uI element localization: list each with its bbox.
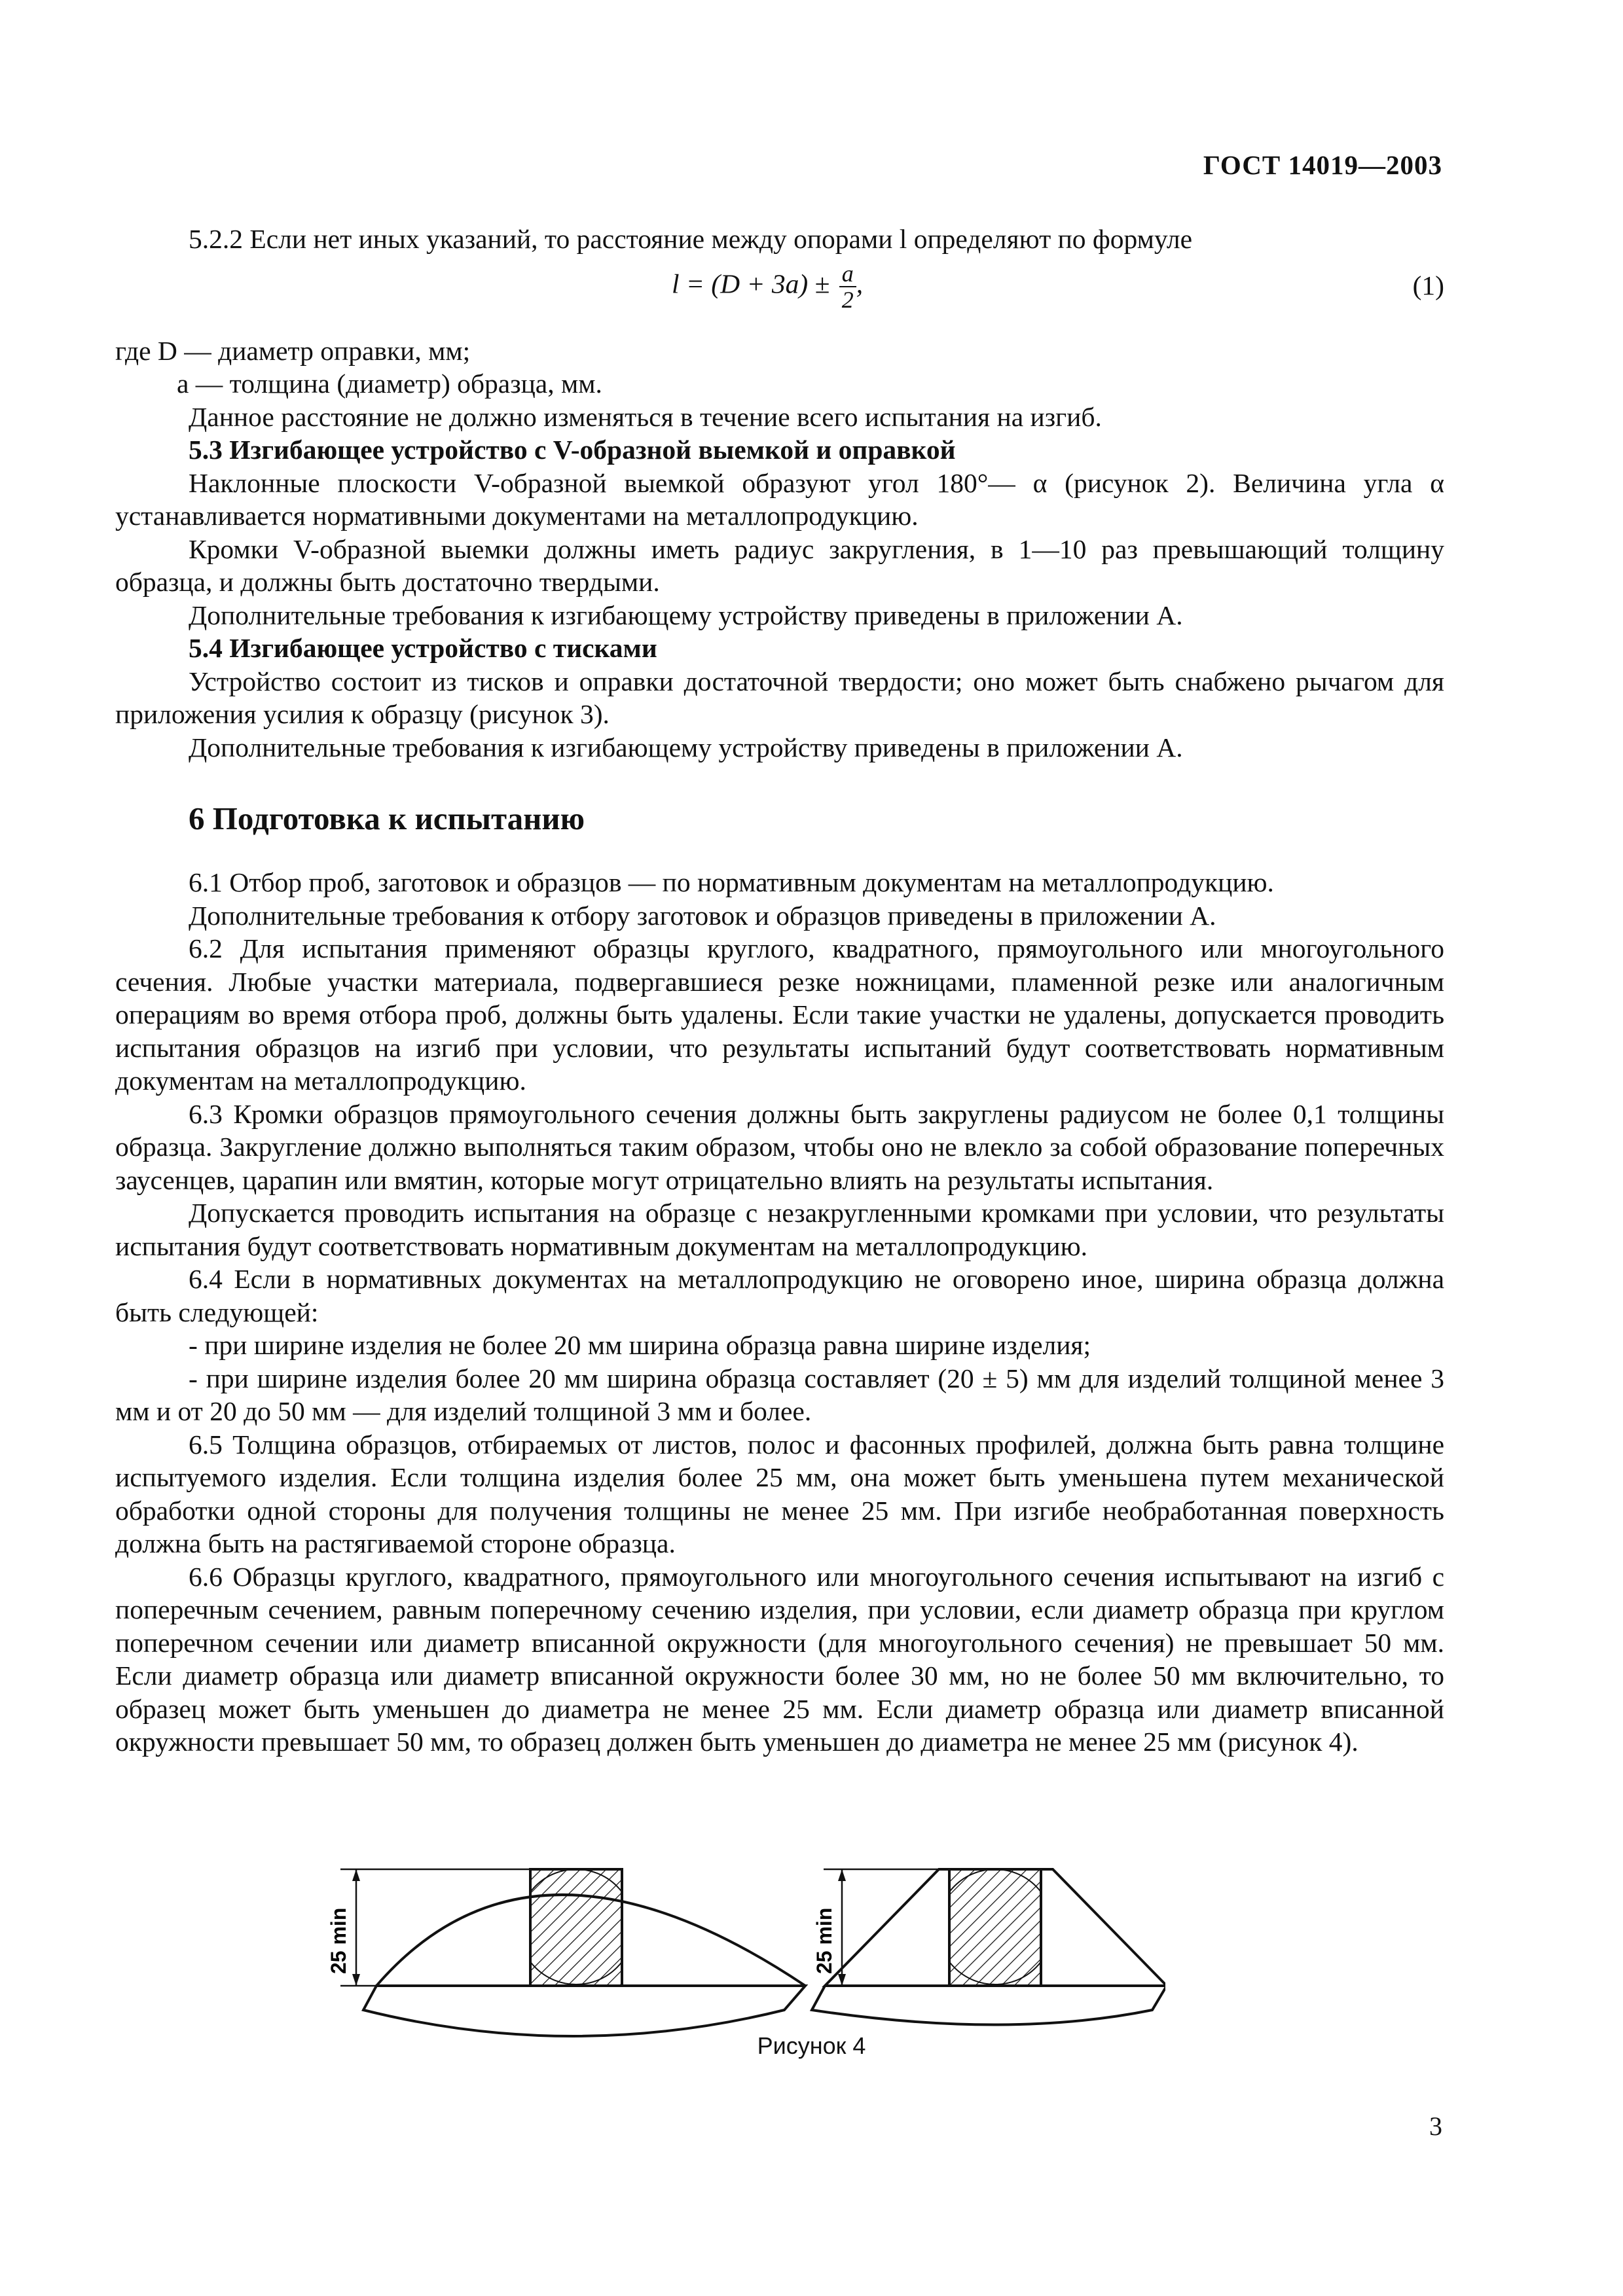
formula-1 [115, 256, 1444, 334]
paragraph-5-3-1: Наклонные плоскости V-образной выемкой образуют угол 180°— α (рисунок 2). Величина угла α устанавливается нормативными документами на металлопродукцию. [115, 467, 1444, 531]
paragraph-6-3-2: Допускается проводить испытания на образце с незакругленными кромками при условии, что результаты испытания будут соответствовать нормативным документам на металлопродукцию. [115, 1198, 1444, 1261]
paragraph-6-5: 6.5 Толщина образцов, отбираемых от листов, полос и фасонных профилей, должна быть равна толщине испытуемого изделия. Если толщина изделия более 25 мм, она может быть уменьшена путем механической обработки одной стороны для получения толщины не менее 25 мм. При изгибе необработанная поверхность должна быть на растягиваемой стороне образца. [115, 1429, 1444, 1558]
paragraph-6-2: 6.2 Для испытания применяют образцы круглого, квадратного, прямоугольного или многоугольного сечения. Любые участки материала, подвергавшиеся резке ножницами, пламенной резке или аналогичным операциям во время отбора проб, должны быть удалены. Если такие участки не удалены, допускается проводить испытания образцов на изгиб при условии, что результаты испытаний будут соответствовать нормативным документам на металлопродукцию. [115, 933, 1444, 1096]
dimension-left-label: 25 min [327, 1907, 350, 1974]
formula-number: (1) [1412, 270, 1444, 300]
where-d: где D — диаметр оправки, мм; [115, 335, 471, 366]
formula-tail: , [856, 268, 864, 299]
paragraph-6-4-b: - при ширине изделия более 20 мм ширина образца составляет (20 ± 5) мм для изделий толщиной менее 3 мм и от 20 до 50 мм — для изделий толщиной 3 мм и более. [115, 1363, 1444, 1426]
figure-right-polygon-section [812, 1869, 1165, 2025]
paragraph-6-1-1: 6.1 Отбор проб, заготовок и образцов — по нормативным документам на металлопродукцию. [189, 867, 1274, 897]
formula-lhs: l = (D + 3a) ± [672, 268, 830, 299]
figure-caption: Рисунок 4 [757, 2032, 866, 2059]
paragraph-6-4: 6.4 Если в нормативных документах на металлопродукцию не оговорено иное, ширина образца должна быть следующей: [115, 1264, 1444, 1327]
heading-5-3: 5.3 Изгибающее устройство с V-образной выемкой и оправкой [189, 435, 956, 465]
paragraph-6-6: 6.6 Образцы круглого, квадратного, прямоугольного или многоугольного сечения испытывают на изгиб с поперечным сечением, равным поперечному сечению изделия, при условии, если диаметр образца при круглом поперечном сечении или диаметр вписанной окружности (для многоугольного сечения) не превышает 50 мм. Если диаметр образца или диаметр вписанной окружности более 30 мм, но не более 50 мм включительно, то образец может быть уменьшен до диаметра не менее 25 мм. Если диаметр образца или диаметр вписанной окружности превышает 50 мм, то образец должен быть уменьшен до диаметра не менее 25 мм (рисунок 4). [115, 1561, 1444, 1757]
paragraph-5-3-3: Дополнительные требования к изгибающему устройству приведены в приложении А. [189, 600, 1183, 630]
document-body [115, 223, 1444, 1759]
formula-numerator: a [839, 261, 856, 287]
paragraph-5-2-2: 5.2.2 Если нет иных указаний, то расстояние между опорами l определяют по формуле [189, 224, 1192, 254]
dimension-right-label: 25 min [812, 1907, 836, 1974]
paragraph-5-4-2: Дополнительные требования к изгибающему устройству приведены в приложении А. [189, 732, 1183, 762]
figure-4-drawing [314, 1850, 1165, 2046]
where-a: a — толщина (диаметр) образца, мм. [177, 368, 602, 399]
page-number: 3 [1429, 2111, 1442, 2141]
formula-expression [672, 261, 863, 312]
figure-left-round-section [327, 1869, 805, 2036]
paragraph-6-3-1: 6.3 Кромки образцов прямоугольного сечения должны быть закруглены радиусом не более 0,1 толщины образца. Закругление должно выполняться таким образом, чтобы оно не влекло за собой образование поперечных заусенцев, царапин или вмятин, которые могут отрицательно влиять на результаты испытания. [115, 1098, 1444, 1195]
paragraph-5-4-1: Устройство состоит из тисков и оправки достаточной твердости; оно может быть снабжено рычагом для приложения усилия к образцу (рисунок 3). [115, 666, 1444, 729]
document-header: ГОСТ 14019—2003 [1203, 150, 1442, 180]
paragraph-6-4-a: - при ширине изделия не более 20 мм ширина образца равна ширине изделия; [189, 1330, 1091, 1360]
paragraph-distance: Данное расстояние не должно изменяться в течение всего испытания на изгиб. [189, 401, 1102, 432]
heading-5-4: 5.4 Изгибающее устройство с тисками [189, 633, 657, 663]
paragraph-5-3-2: Кромки V-образной выемки должны иметь радиус закругления, в 1—10 раз превышающий толщину образца, и должны быть достаточно твердыми. [115, 533, 1444, 597]
paragraph-6-1-2: Дополнительные требования к отбору заготовок и образцов приведены в приложении А. [189, 900, 1216, 931]
formula-denominator: 2 [841, 286, 854, 313]
formula-fraction [839, 261, 856, 312]
heading-section-6: 6 Подготовка к испытанию [189, 800, 585, 836]
